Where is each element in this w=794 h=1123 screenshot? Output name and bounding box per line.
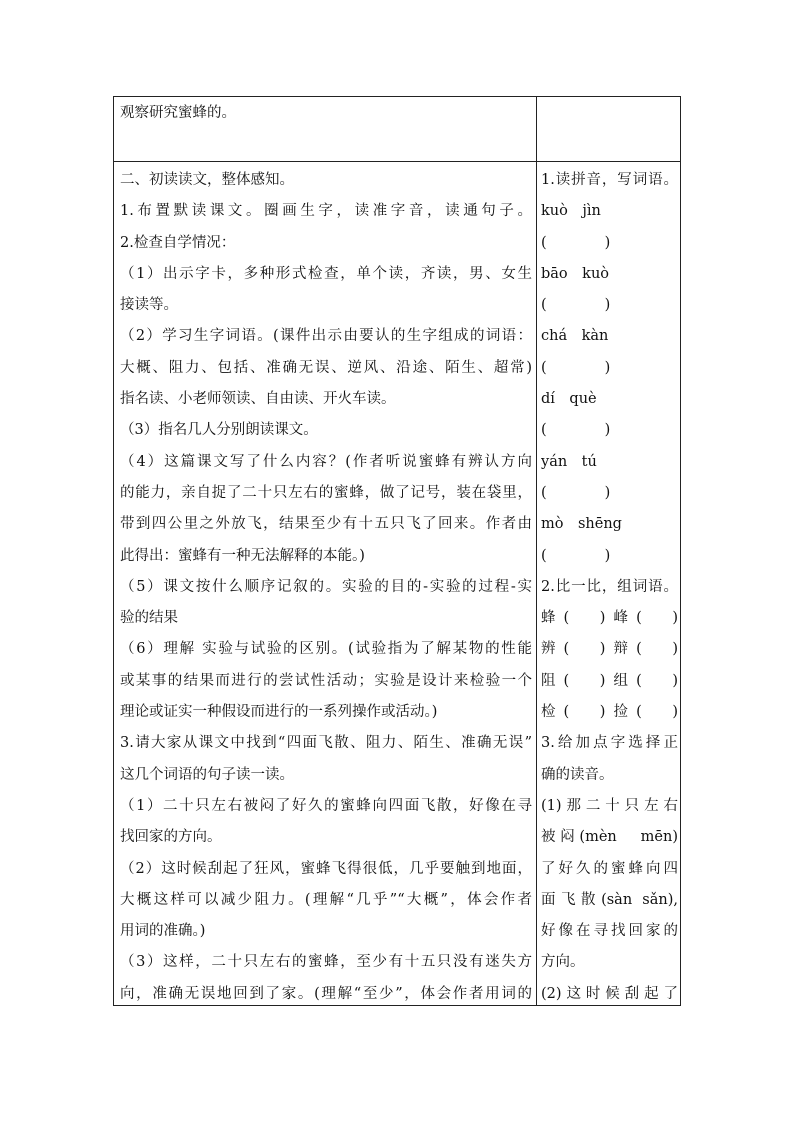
exercise-line: 了好久的蜜蜂向四 <box>541 860 678 877</box>
text-line: 这几个词语的句子读一读。 <box>120 766 294 783</box>
teaching-process-cell <box>120 165 532 1010</box>
text-line: 大概、阻力、包括、准确无误、逆风、沿途、陌生、超常) <box>120 359 532 376</box>
text-line: 找回家的方向。 <box>120 829 222 846</box>
column-divider <box>536 97 537 1005</box>
exercise-line: ( ) <box>541 484 611 501</box>
text-line: （3）指名几人分别朗读课文。 <box>120 422 318 439</box>
exercise-line: ( ) <box>541 547 611 564</box>
exercise-line: 3.给加点字选择正 <box>541 735 678 752</box>
text-line: （2）学习生字词语。(课件出示由要认的生字组成的词语： <box>120 328 532 345</box>
exercise-line: 检( )捡( ) <box>541 704 678 721</box>
exercise-line: ( ) <box>541 234 611 251</box>
text-line: （6）理解 实验与试验的区别。(试验指为了解某物的性能 <box>120 641 532 658</box>
text-line: （1）二十只左右被闷了好久的蜜蜂向四面飞散，好像在寻 <box>120 797 532 814</box>
exercise-line: 确的读音。 <box>541 766 614 783</box>
exercise-line: 好像在寻找回家的 <box>541 923 678 940</box>
text-line: 2.检查自学情况： <box>120 234 236 251</box>
exercise-line: 阻( )组( ) <box>541 672 678 689</box>
text-line: 向，准确无误地回到了家。(理解“至少”，体会作者用词的 <box>120 985 532 1002</box>
text-line: 接读等。 <box>120 297 178 314</box>
exercise-line: ( ) <box>541 359 611 376</box>
text-line: （2）这时候刮起了狂风，蜜蜂飞得很低，几乎要触到地面， <box>120 860 532 877</box>
text-line: （3）这样，二十只左右的蜜蜂，至少有十五只没有迷失方 <box>120 954 532 971</box>
text-line: 带到四公里之外放飞，结果至少有十五只飞了回来。作者由 <box>120 516 532 533</box>
text-line: （4）这篇课文写了什么内容？(作者听说蜜蜂有辨认方向 <box>120 453 532 470</box>
exercise-line: bāo kuò <box>541 265 610 282</box>
exercise-line: 2.比一比，组词语。 <box>541 578 678 595</box>
exercise-line: 面飞散(sàn sǎn), <box>541 891 678 908</box>
exercise-line: 方向。 <box>541 954 585 971</box>
exercise-line: ( ) <box>541 297 611 314</box>
exercise-line: dí què <box>541 391 597 408</box>
row-divider <box>114 161 680 162</box>
text-line: 大概这样可以减少阻力。(理解“几乎”“大概”，体会作者 <box>120 891 532 908</box>
exercise-line: 蜂( )峰( ) <box>541 610 678 627</box>
text-line: 的能力，亲自捉了二十只左右的蜜蜂，做了记号，装在袋里， <box>120 484 532 501</box>
lesson-plan-table <box>113 96 681 1006</box>
exercise-cell <box>541 165 678 1010</box>
text-line: （1）出示字卡，多种形式检查，单个读，齐读，男、女生 <box>120 265 532 282</box>
exercise-line: yán tú <box>541 453 597 470</box>
exercise-line: chá kàn <box>541 328 609 345</box>
exercise-line: (2)这时候刮起了 <box>541 985 678 1002</box>
top-left-cell <box>120 98 532 129</box>
text-line: 二、初读读文，整体感知。 <box>120 172 294 188</box>
text-line: （5）课文按什么顺序记叙的。实验的目的-实验的过程-实 <box>120 578 532 595</box>
text-line: 或某事的结果而进行的尝试性活动；实验是设计来检验一个 <box>120 672 532 689</box>
text-line: 指名读、小老师领读、自由读、开火车读。 <box>120 391 396 408</box>
text-line: 理论或证实一种假设而进行的一系列操作或活动。) <box>120 704 438 721</box>
exercise-line: (1)那二十只左右 <box>541 797 678 814</box>
text-line: 3.请大家从课文中找到“四面飞散、阻力、陌生、准确无误” <box>120 735 532 752</box>
exercise-line: mò shēng <box>541 516 622 533</box>
text-line: 用词的准确。) <box>120 923 206 940</box>
text-line: 1.布置默读课文。圈画生字，读准字音，读通句子。 <box>120 203 532 220</box>
text-line: 验的结果 <box>120 610 178 627</box>
exercise-line: kuò jìn <box>541 203 601 220</box>
exercise-line: 1.读拼音，写词语。 <box>541 172 678 188</box>
exercise-line: 被闷(mèn mēn) <box>541 829 678 846</box>
exercise-line: ( ) <box>541 422 611 439</box>
text-line: 此得出：蜜蜂有一种无法解释的本能。) <box>120 547 365 564</box>
top-left-text: 观察研究蜜蜂的。 <box>120 105 236 121</box>
exercise-line: 辨( )辩( ) <box>541 641 678 658</box>
